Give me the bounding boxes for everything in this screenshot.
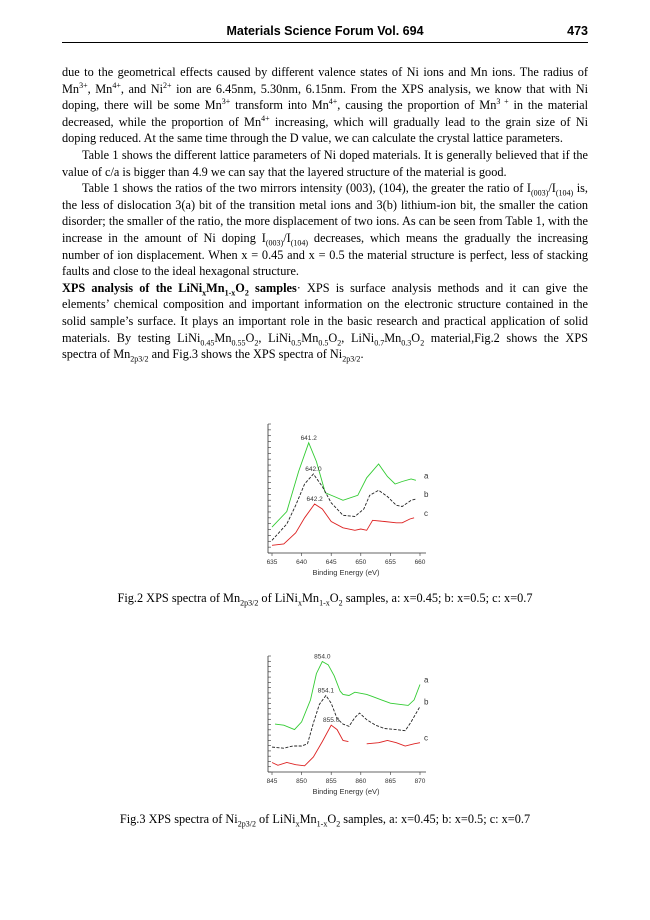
text-segment: O [245, 330, 255, 345]
running-header [62, 22, 588, 43]
figure-3-caption [0, 812, 650, 827]
x-tick-label: 645 [325, 559, 337, 566]
text-segment: x [295, 819, 300, 829]
text-segment: decreases, which means the gradually the increasing number of ion displacement. When x = 0.45 and x = 0.5 the material structure is perfect, less of stacking faults and close to the ideal hexagonal structure. [62, 230, 588, 279]
text-segment: 2 [420, 337, 425, 347]
text-segment: Mn [301, 591, 320, 605]
text-segment: of LiNi [258, 591, 298, 605]
text-segment: 2 [337, 337, 342, 347]
page-number: 473 [567, 24, 588, 38]
text-segment: increasing, which will gradually lead to the grain size of Ni doping reduced. At the same time through the D value, we can calculate the crystal lattice parameters. [62, 114, 588, 146]
text-segment: Mn [299, 812, 317, 826]
paragraph [62, 280, 588, 363]
text-segment: /I [548, 181, 556, 196]
peak-annotation: 854.1 [317, 687, 335, 695]
text-segment: Table 1 shows the ratios of the two mirrors intensity (003), (104), the greater the ratio of I [82, 181, 532, 196]
body-text [62, 64, 588, 363]
text-segment: Mn [384, 330, 402, 345]
text-segment: 2 [244, 288, 249, 298]
text-segment: (104) [290, 238, 309, 248]
text-segment: Mn [301, 330, 319, 345]
text-segment: 0.3 [401, 337, 412, 347]
paragraph [62, 180, 588, 280]
series-label: b [424, 697, 429, 707]
paragraph [62, 147, 588, 180]
text-segment: 1-x [224, 288, 236, 298]
peak-annotation: 854.0 [314, 653, 331, 661]
x-tick-label: 865 [384, 778, 396, 785]
text-segment: 4+ [112, 80, 121, 90]
text-segment: 2p3/2 [240, 598, 259, 608]
peak-annotation: 642.0 [305, 466, 322, 473]
series-b-line [272, 474, 416, 540]
text-segment: O [329, 591, 339, 605]
text-segment: · XPS is surface analysis methods and it can give the elements’ chemical composition and important information on the electronic structure contained in the solid sample’s surface. It plays an important role in the basic research and practical application of solid materials. By testing LiNi [62, 280, 588, 345]
x-tick-label: 635 [266, 559, 278, 566]
text-segment: Fig.2 XPS spectra of Mn [117, 591, 241, 605]
text-segment: samples, a: x=0.45; b: x=0.5; c: x=0.7 [340, 812, 531, 826]
x-tick-label: 845 [266, 778, 278, 785]
x-tick-label: 660 [414, 559, 426, 566]
text-segment: XPS analysis of the LiNi [62, 280, 203, 295]
text-segment: O [235, 280, 245, 295]
text-segment: 0.55 [231, 337, 246, 347]
text-segment: O [411, 330, 421, 345]
text-segment: 3+ [221, 97, 231, 107]
text-segment: , Mn [87, 81, 113, 96]
series-c-line [367, 741, 420, 747]
text-segment: x [297, 598, 302, 608]
paragraph [62, 64, 588, 147]
text-segment: 0.5 [318, 337, 329, 347]
text-segment: 3+ [79, 80, 88, 90]
text-segment: 4+ [328, 97, 338, 107]
text-segment: O [328, 330, 338, 345]
series-label: a [424, 471, 429, 481]
text-segment: /I [283, 230, 291, 245]
text-segment: 2 [338, 598, 343, 608]
text-segment: Mn [214, 330, 232, 345]
text-segment: 1-x [316, 819, 328, 829]
series-label: b [424, 490, 429, 499]
series-a-line [272, 443, 416, 527]
peak-annotation: 855.0 [323, 717, 340, 725]
text-segment: Fig.3 XPS spectra of Ni [119, 812, 238, 826]
text-segment: material,Fig.2 shows the XPS spectra of Mn [62, 330, 588, 362]
text-segment: (003) [265, 238, 284, 248]
text-segment: 2p3/2 [342, 354, 361, 364]
text-segment: 2p3/2 [237, 819, 256, 829]
text-segment: 0.5 [291, 337, 302, 347]
figure-2-caption [0, 591, 650, 606]
figure-3-ni-xps [250, 648, 440, 800]
series-label: c [424, 733, 428, 743]
series-a-line [275, 662, 420, 730]
text-segment: Table 1 shows the different lattice parameters of Ni doped materials. It is generally believed that if the value of c/a is bigger than 4.9 we can say that the layered structure of the material is good. [62, 147, 588, 179]
x-axis-label: Binding Energy (eV) [312, 787, 380, 796]
text-segment: 3 + [496, 97, 509, 107]
x-axis-label: Binding Energy (eV) [312, 568, 380, 577]
x-tick-label: 860 [355, 778, 367, 785]
text-segment: transform into Mn [230, 98, 329, 113]
text-segment: 2+ [163, 80, 172, 90]
text-segment: ion are 6.45nm, 5.30nm, 6.15nm. From the XPS analysis, we know that with Ni doping, there will be some Mn [62, 81, 588, 113]
peak-annotation: 642.2 [306, 496, 323, 503]
text-segment: 4+ [261, 113, 270, 123]
x-tick-label: 650 [355, 559, 367, 566]
text-segment: (003) [531, 188, 549, 198]
text-segment: of LiNi [255, 812, 296, 826]
x-tick-label: 655 [384, 559, 396, 566]
text-segment: and Fig.3 shows the XPS spectra of Ni [148, 347, 343, 362]
text-segment: 0.45 [200, 337, 215, 347]
series-label: a [424, 675, 429, 685]
text-segment: Mn [206, 280, 225, 295]
text-segment: (104) [555, 188, 574, 198]
text-segment: , causing the proportion of Mn [337, 98, 497, 113]
text-segment: is, the less of dislocation 3(a) bit of the transition metal ions and 3(b) lithium-ion bit, the smaller the cation disorder; the smaller of the ratio, the more displacement of two ions. As can be seen from Table 1, with the increase in the amount of Ni doping I [62, 181, 588, 245]
x-tick-label: 855 [325, 778, 337, 785]
text-segment: x [202, 288, 207, 298]
text-segment: samples [248, 280, 297, 295]
figure-2-mn-xps [250, 416, 440, 581]
journal-title: Materials Science Forum Vol. 694 [226, 24, 424, 38]
text-segment: O [327, 812, 337, 826]
text-segment: , and Ni [120, 81, 164, 96]
text-segment: , LiNi [258, 330, 292, 345]
text-segment: 2 [336, 819, 341, 829]
text-segment: 0.7 [374, 337, 385, 347]
x-tick-label: 850 [296, 778, 308, 785]
text-segment: in the material decreased, while the proportion of Mn [62, 98, 589, 129]
series-label: c [424, 508, 428, 518]
text-segment: . [360, 347, 364, 362]
text-segment: , LiNi [341, 330, 375, 345]
peak-annotation: 641.2 [300, 434, 317, 442]
text-segment: 2p3/2 [130, 354, 149, 364]
text-segment: due to the geometrical effects caused by different valence states of Ni ions and Mn ions. The radius of Mn [62, 65, 588, 96]
text-segment: 1-x [319, 598, 330, 608]
text-segment: samples, a: x=0.45; b: x=0.5; c: x=0.7 [342, 591, 533, 605]
series-b-line [272, 696, 420, 749]
x-tick-label: 640 [296, 559, 308, 566]
text-segment: 2 [254, 337, 259, 347]
x-tick-label: 870 [414, 778, 426, 785]
series-c-line [272, 725, 348, 766]
